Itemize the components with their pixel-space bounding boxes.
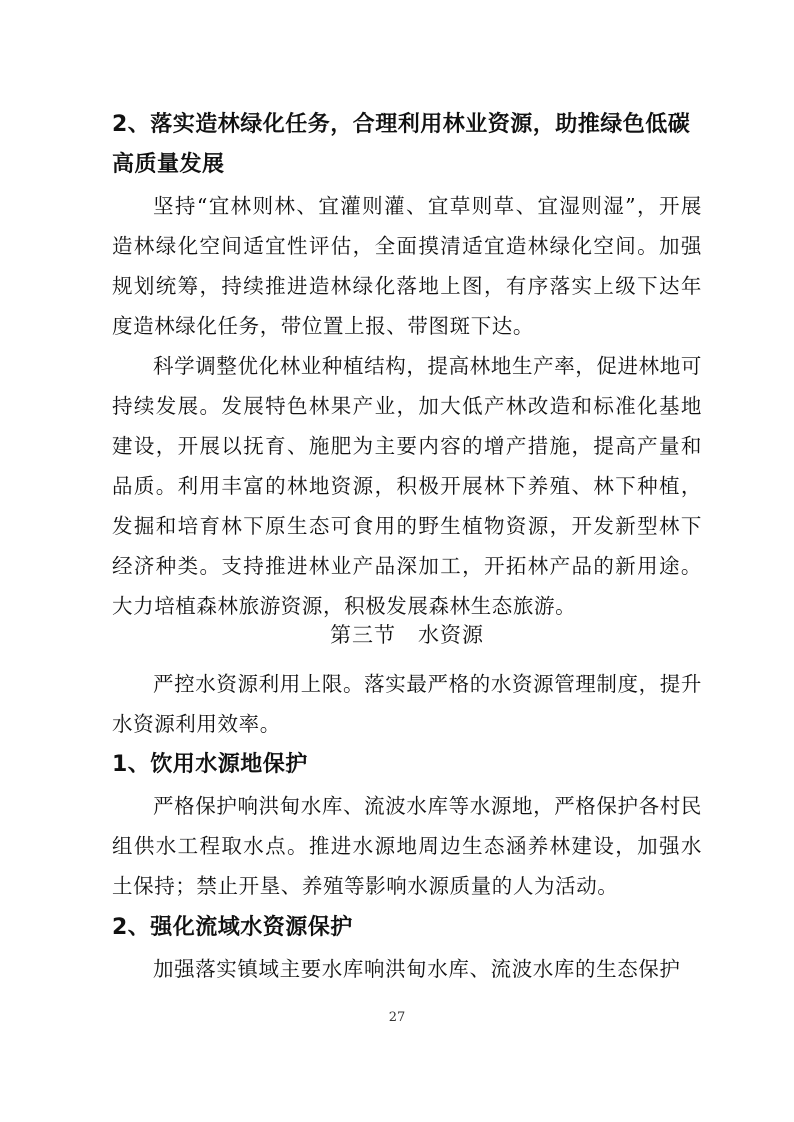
paragraph-forestry-structure: 科学调整优化林业种植结构，提高林地生产率，促进林地可持续发展。发展特色林果产业，加大低产林改造和标准化基地建设，开展以抚育、施肥为主要内容的增产措施，提高产量和品质。利用丰富的林地资源，积极开展林下养殖、林下种植，发掘和培育林下原生态可食用的野生植物资源，开发新型林下经济种类。支持推进林业产品深加工，开拓林产品的新用途。大力培植森林旅游资源，积极发展森林生态旅游。	[112, 354, 702, 618]
paragraph-afforestation-space: 坚持“宜林则林、宜灌则灌、宜草则草、宜湿则湿”，开展造林绿化空间适宜性评估，全面摸清适宜造林绿化空间。加强规划统筹，持续推进造林绿化落地上图，有序落实上级下达年度造林绿化任务，带位置上报、带图斑下达。	[112, 194, 702, 338]
page-number: 27	[388, 1010, 406, 1025]
paragraph-water-limit: 严控水资源利用上限。落实最严格的水资源管理制度，提升水资源利用效率。	[112, 672, 702, 736]
paragraph-watershed-protection: 加强落实镇域主要水库响洪甸水库、流波水库的生态保护	[153, 957, 681, 981]
subheading-watershed: 2、强化流域水资源保护	[112, 915, 353, 940]
heading-afforestation: 2、落实造林绿化任务，合理利用林业资源，助推绿色低碳高质量发展	[112, 112, 691, 177]
paragraph-drinking-water-protection: 严格保护响洪甸水库、流波水库等水源地，严格保护各村民组供水工程取水点。推进水源地周边生态涵养林建设，加强水土保持；禁止开垦、养殖等影响水源质量的人为活动。	[112, 794, 702, 898]
subheading-drinking-water: 1、饮用水源地保护	[112, 752, 308, 777]
section-title-water-resources: 第三节 水资源	[330, 623, 484, 647]
